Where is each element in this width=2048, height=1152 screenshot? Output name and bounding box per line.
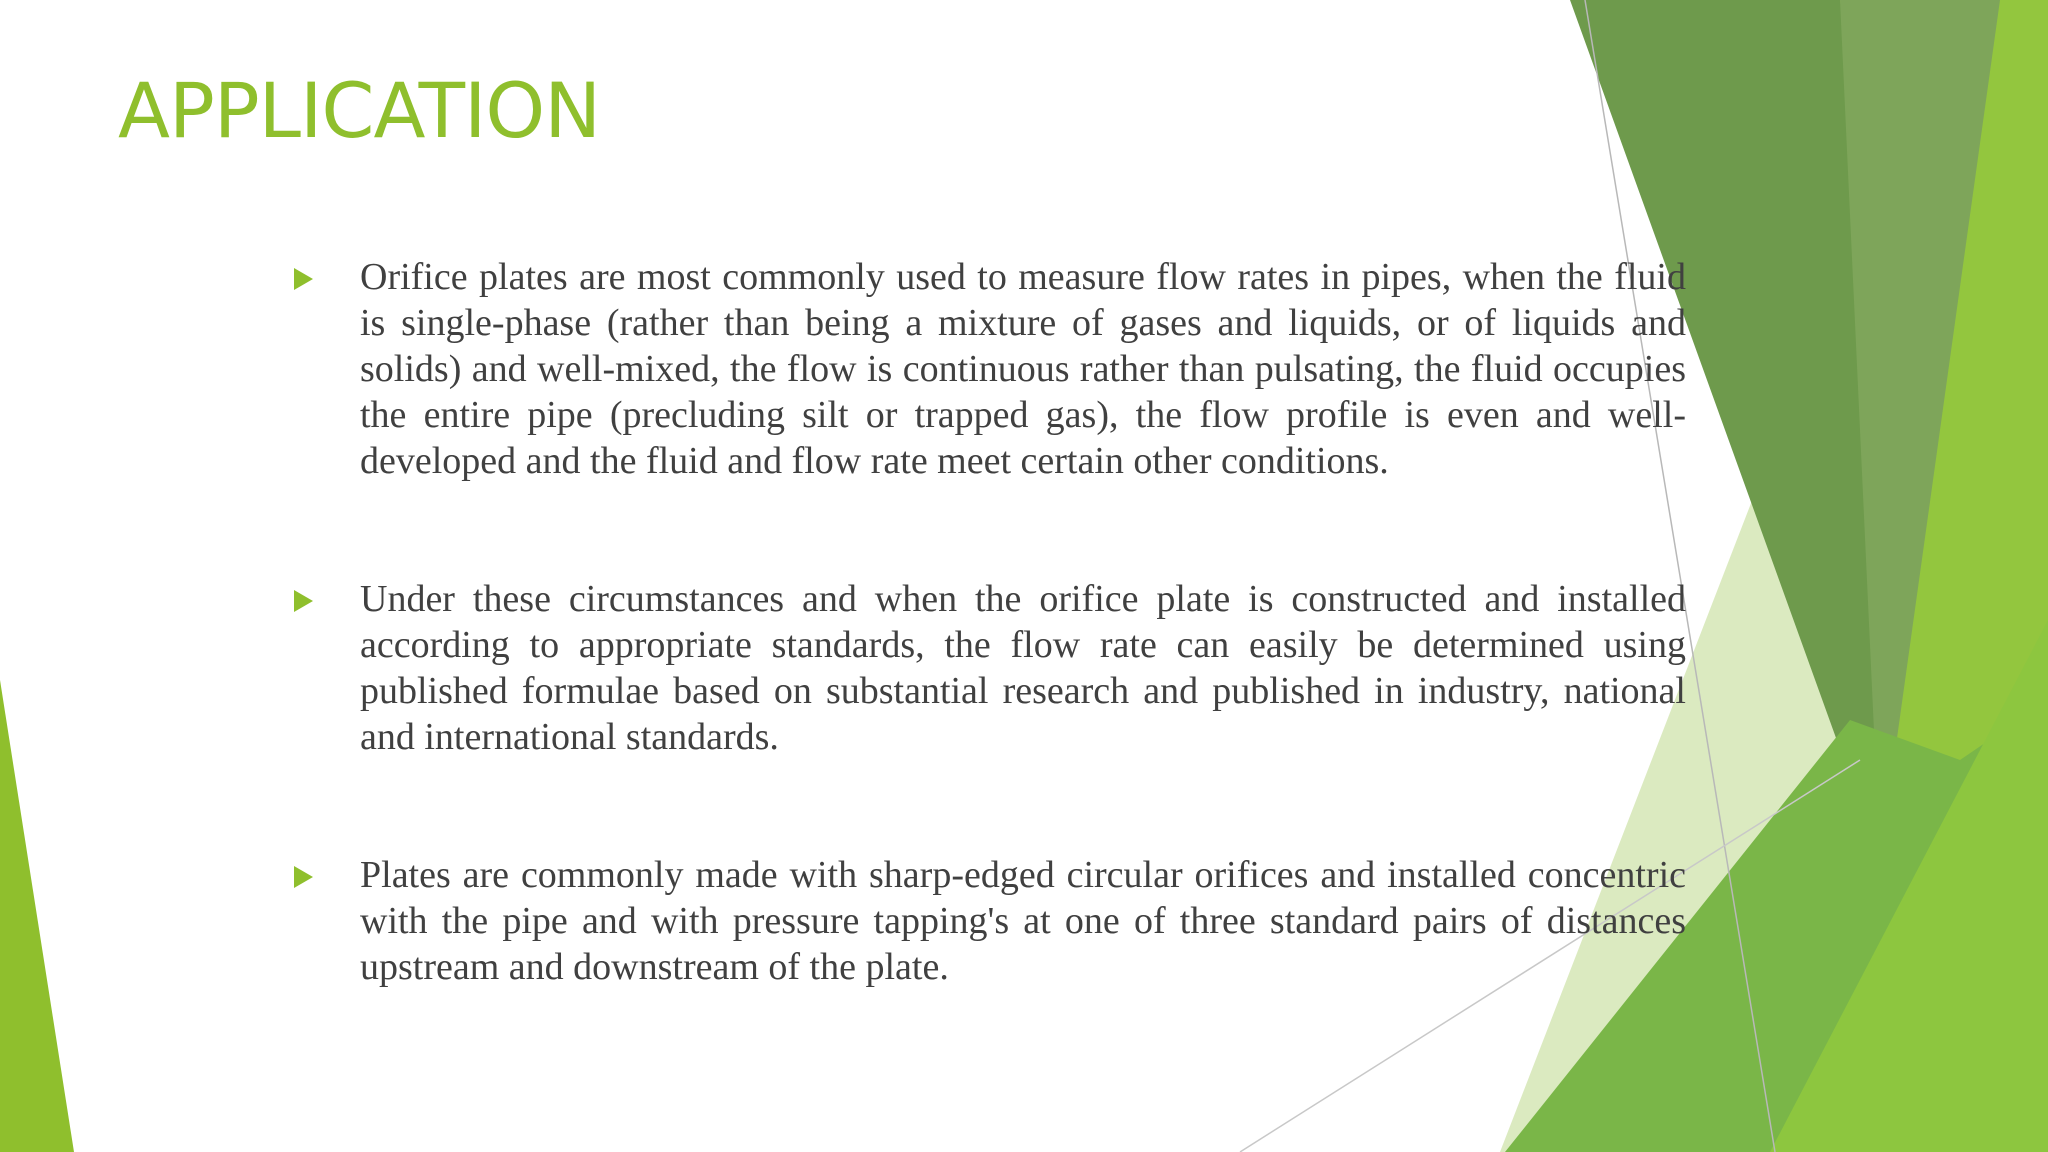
bullet-text: Plates are commonly made with sharp-edged circular orifices and installed concentric with the pipe and with pressure tapping's at one of three standard pairs of distances upstream and downstream of the plate.: [360, 854, 1686, 988]
right-triangle-icon: [294, 268, 313, 290]
left-edge-sliver: [0, 680, 74, 1152]
bullet-text: Under these circumstances and when the orifice plate is constructed and installed according to appropriate standards, the flow rate can easily be determined using published formulae based on substantial research and published in industry, national and international standards.: [360, 578, 1686, 758]
bullet-item: [300, 852, 1686, 990]
right-triangle-icon: [294, 590, 313, 612]
bullet-item: [300, 254, 1686, 484]
slide-title: APPLICATION: [118, 66, 601, 155]
bullet-item: [300, 576, 1686, 760]
bullet-list: [300, 254, 1686, 990]
right-triangle-icon: [294, 866, 313, 888]
bullet-text: Orifice plates are most commonly used to measure flow rates in pipes, when the fluid is single-phase (rather than being a mixture of gases and liquids, or of liquids and solids) and well-mixed, the flow is continuous rather than pulsating, the fluid occupies the entire pipe (precluding silt or trapped gas), the flow profile is even and well-developed and the fluid and flow rate meet certain other conditions.: [360, 256, 1686, 482]
